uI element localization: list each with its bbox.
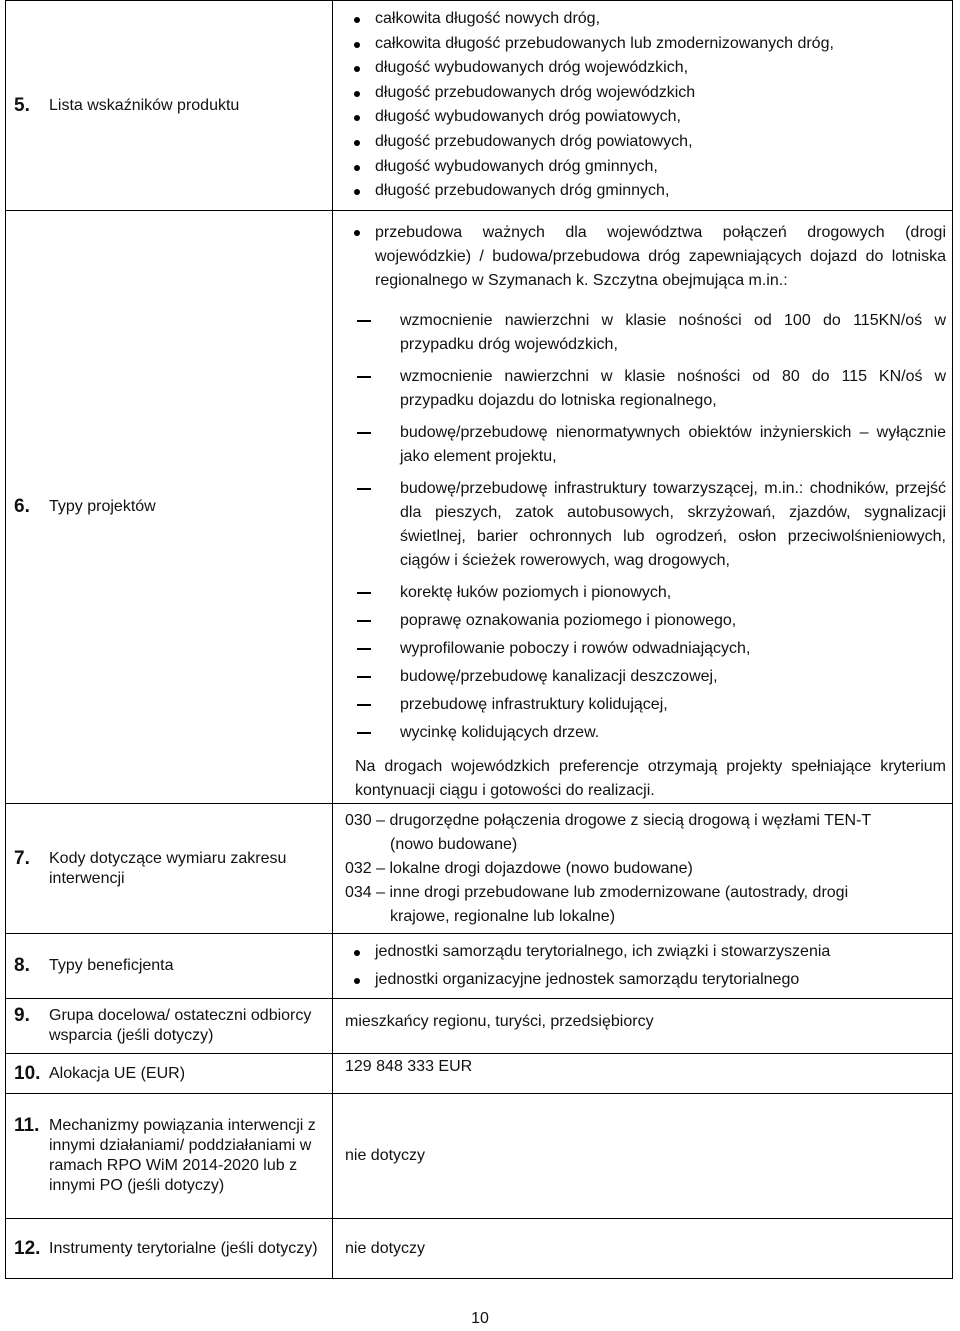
list-item: długość wybudowanych dróg gminnych, bbox=[345, 155, 946, 180]
bullet-icon bbox=[354, 165, 360, 171]
list-item: długość przebudowanych dróg powiatowych, bbox=[345, 130, 946, 155]
bullet-icon bbox=[354, 91, 360, 97]
list-item: całkowita długość przebudowanych lub zmodernizowanych dróg, bbox=[345, 32, 946, 57]
row-target-group bbox=[6, 999, 953, 1054]
bullet-icon bbox=[354, 17, 360, 23]
dash-icon bbox=[357, 592, 371, 594]
label-cell bbox=[6, 211, 333, 804]
list-item: jednostki organizacyjne jednostek samorządu terytorialnego bbox=[345, 966, 946, 994]
bullet-icon bbox=[354, 140, 360, 146]
dash-icon bbox=[357, 320, 371, 322]
label-cell bbox=[6, 1094, 333, 1219]
dash-icon bbox=[357, 376, 371, 378]
row-label: Lista wskaźników produktu bbox=[49, 96, 240, 114]
beneficiary-list bbox=[345, 938, 946, 994]
bullet-icon bbox=[354, 978, 360, 984]
row-intervention-codes bbox=[6, 804, 953, 934]
code-item: 032 – lokalne drogi dojazdowe (nowo budowane) bbox=[345, 859, 693, 877]
value-cell bbox=[333, 1094, 953, 1219]
label-cell bbox=[6, 804, 333, 934]
row-eu-allocation bbox=[6, 1054, 953, 1094]
row-label: Mechanizmy powiązania interwencji z innymi działaniami/ poddziałaniami w ramach RPO WiM 2014-2020 lub z innymi PO (jeśli dotyczy) bbox=[49, 1117, 316, 1194]
bullet-icon bbox=[354, 950, 360, 956]
row-label: Grupa docelowa/ ostateczni odbiorcy wsparcia (jeśli dotyczy) bbox=[49, 1007, 312, 1044]
row-number: 8. bbox=[14, 955, 30, 976]
preference-note: Na drogach wojewódzkich preferencje otrzymają projekty spełniające kryterium kontynuacji ciągu i gotowości do realizacji. bbox=[355, 758, 946, 799]
code-item: 034 – inne drogi przebudowane lub zmodernizowane (autostrady, drogi krajowe, regionalne lub lokalne) bbox=[345, 883, 849, 925]
row-number: 7. bbox=[14, 847, 30, 869]
label-cell bbox=[6, 1, 333, 211]
value-cell bbox=[333, 804, 953, 934]
row-label: Typy projektów bbox=[49, 498, 156, 515]
indicator-list bbox=[345, 7, 946, 204]
row-number: 5. bbox=[14, 94, 30, 116]
list-item: jednostki samorządu terytorialnego, ich związki i stowarzyszenia bbox=[345, 938, 946, 966]
value-cell bbox=[333, 1219, 953, 1279]
label-cell bbox=[6, 1219, 333, 1279]
row-number: 10. bbox=[14, 1062, 41, 1084]
value-cell bbox=[333, 999, 953, 1054]
intro-text: przebudowa ważnych dla województwa połączeń drogowych (drogi wojewódzkie) / budowa/przebudowa dróg zapewniających dojazd do lotniska regionalnego w Szymanach k. Szczytna obejmująca m.in.: bbox=[375, 224, 946, 289]
allocation-value: 129 848 333 EUR bbox=[345, 1058, 473, 1075]
dash-icon bbox=[357, 676, 371, 678]
bullet-icon bbox=[354, 42, 360, 48]
row-label: Typy beneficjenta bbox=[49, 957, 174, 974]
list-item: budowę/przebudowę infrastruktury towarzyszącej, m.in.: chodników, przejść dla pieszych, zatok autobusowych, skrzyżowań, zjazdów, sygnalizacji świetlnej, barier ochronnych lub ogrodzeń, osłon przeciwolśnieniowych, ciągów i ścieżek rowerowych, wag drogowych, bbox=[345, 477, 946, 573]
label-cell bbox=[6, 1054, 333, 1094]
list-item: wzmocnienie nawierzchni w klasie nośności od 100 do 115KN/oś w przypadku dróg wojewódzkich, bbox=[345, 309, 946, 357]
territorial-value: nie dotyczy bbox=[345, 1239, 426, 1257]
row-linkage-mechanisms bbox=[6, 1094, 953, 1219]
list-item: budowę/przebudowę nienormatywnych obiektów inżynierskich – wyłącznie jako element projektu, bbox=[345, 421, 946, 469]
dash-icon bbox=[357, 648, 371, 650]
list-item: wzmocnienie nawierzchni w klasie nośności od 80 do 115 KN/oś w przypadku dojazdu do lotniska regionalnego, bbox=[345, 365, 946, 413]
scope-list bbox=[345, 309, 946, 745]
list-item: długość wybudowanych dróg wojewódzkich, bbox=[345, 56, 946, 81]
list-item: korektę łuków poziomych i pionowych, bbox=[345, 581, 946, 605]
bullet-icon bbox=[354, 66, 360, 72]
bullet-icon bbox=[354, 189, 360, 195]
row-number: 12. bbox=[14, 1237, 41, 1259]
dash-icon bbox=[357, 620, 371, 622]
project-sheet-table bbox=[5, 0, 953, 1279]
bullet-icon bbox=[354, 115, 360, 121]
row-label: Kody dotyczące wymiaru zakresu interwencji bbox=[49, 849, 287, 887]
label-cell bbox=[6, 999, 333, 1054]
value-cell bbox=[333, 934, 953, 999]
value-cell bbox=[333, 1, 953, 211]
label-cell bbox=[6, 934, 333, 999]
code-item: 030 – drugorzędne połączenia drogowe z siecią drogową i węzłami TEN-T (nowo budowane) bbox=[345, 811, 872, 853]
row-number: 6. bbox=[14, 496, 30, 517]
row-beneficiary-types bbox=[6, 934, 953, 999]
row-number: 11. bbox=[14, 1115, 40, 1136]
list-item: wycinkę kolidujących drzew. bbox=[345, 721, 946, 745]
list-item: całkowita długość nowych dróg, bbox=[345, 7, 946, 32]
dash-icon bbox=[357, 704, 371, 706]
page-number: 10 bbox=[471, 1310, 489, 1327]
row-project-types bbox=[6, 211, 953, 804]
value-cell bbox=[333, 211, 953, 804]
dash-icon bbox=[357, 432, 371, 434]
row-label: Alokacja UE (EUR) bbox=[49, 1064, 186, 1082]
row-product-indicators bbox=[6, 1, 953, 211]
value-cell bbox=[333, 1054, 953, 1094]
list-item: długość przebudowanych dróg wojewódzkich bbox=[345, 81, 946, 106]
row-label: Instrumenty terytorialne (jeśli dotyczy) bbox=[49, 1239, 318, 1257]
linkage-value: nie dotyczy bbox=[345, 1147, 426, 1164]
row-territorial-instruments bbox=[6, 1219, 953, 1279]
list-item: wyprofilowanie poboczy i rowów odwadniających, bbox=[345, 637, 946, 661]
list-item: długość przebudowanych dróg gminnych, bbox=[345, 179, 946, 204]
list-item: długość wybudowanych dróg powiatowych, bbox=[345, 105, 946, 130]
bullet-icon bbox=[354, 230, 360, 236]
project-intro bbox=[345, 221, 946, 293]
list-item: przebudowę infrastruktury kolidującej, bbox=[345, 693, 946, 717]
list-item: budowę/przebudowę kanalizacji deszczowej, bbox=[345, 665, 946, 689]
dash-icon bbox=[357, 732, 371, 734]
list-item: poprawę oznakowania poziomego i pionowego, bbox=[345, 609, 946, 633]
target-group-value: mieszkańcy regionu, turyści, przedsiębiorcy bbox=[345, 1013, 654, 1030]
row-number: 9. bbox=[14, 1005, 30, 1026]
dash-icon bbox=[357, 488, 371, 490]
